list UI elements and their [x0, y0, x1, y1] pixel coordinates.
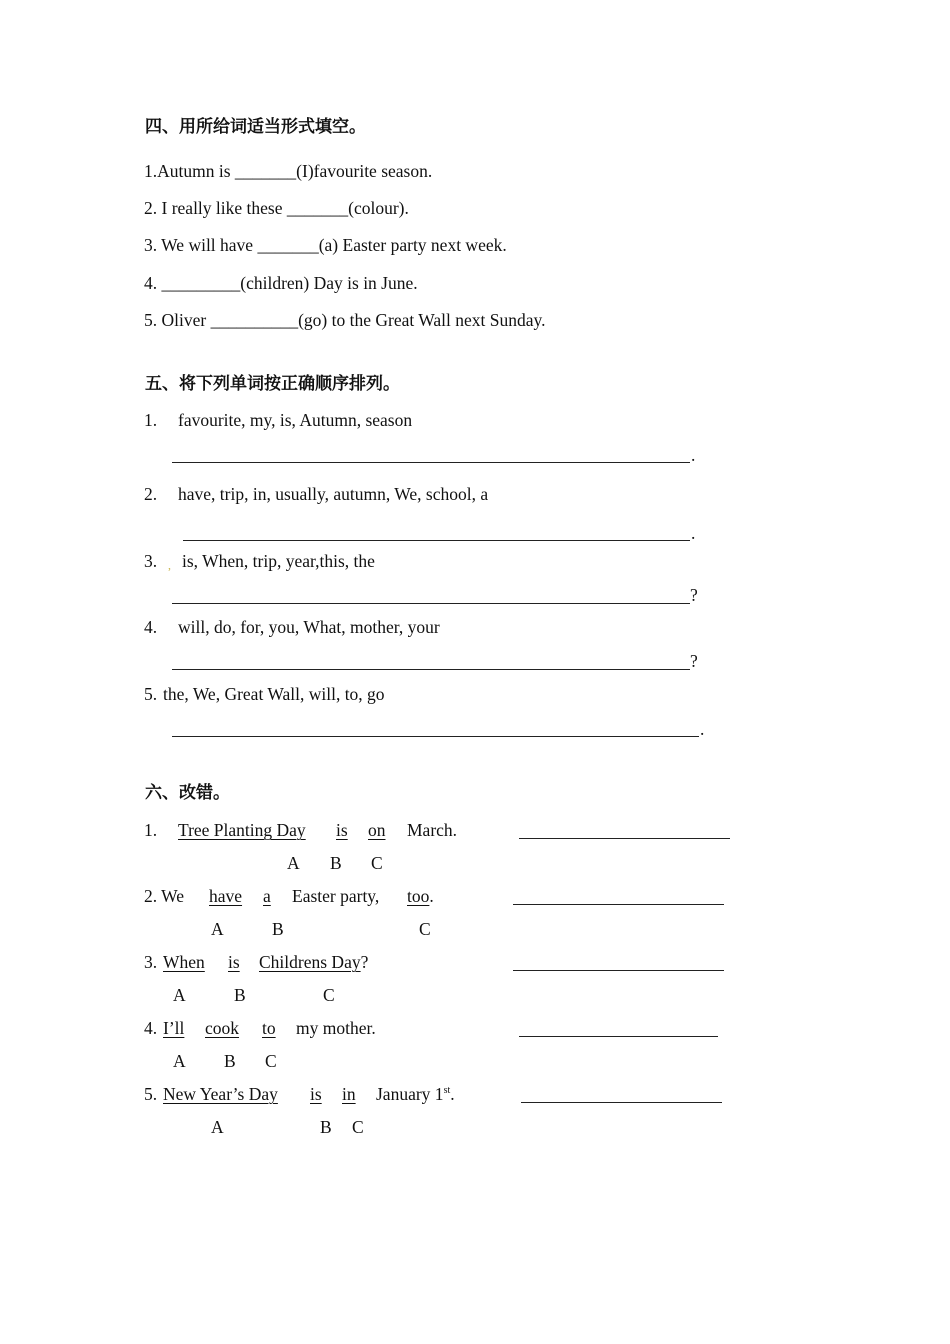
- fill-blank-item-4: [144, 275, 418, 293]
- option-c: too.: [407, 886, 434, 906]
- reorder-item-number: 2.: [144, 484, 158, 504]
- correction-line[interactable]: [519, 1036, 718, 1037]
- option-c: in: [342, 1084, 356, 1104]
- reorder-words: have, trip, in, usually, autumn, We, school, a: [178, 484, 489, 504]
- error-item-number: 5.: [144, 1084, 158, 1104]
- option-b: a: [263, 886, 271, 906]
- item-text: 4.: [144, 273, 162, 293]
- reorder-words: is, When, trip, year,this, the: [182, 551, 375, 571]
- item-text: (colour).: [348, 198, 409, 218]
- item-text: 3. We will have: [144, 235, 258, 255]
- section6-heading: 六、改错。: [145, 783, 230, 803]
- label-c: C: [352, 1117, 364, 1137]
- section5-heading: 五、将下列单词按正确顺序排列。: [145, 374, 400, 394]
- answer-blank[interactable]: _________: [161, 273, 241, 293]
- option-a: Tree Planting Day: [178, 820, 306, 840]
- label-a: A: [287, 853, 300, 873]
- fill-blank-item-1: [144, 163, 432, 181]
- reorder-words: will, do, for, you, What, mother, your: [178, 617, 440, 637]
- option-b: is: [310, 1084, 322, 1104]
- label-c: C: [265, 1051, 277, 1071]
- label-c: C: [419, 919, 431, 939]
- label-b: B: [224, 1051, 236, 1071]
- option-c: on: [368, 820, 386, 840]
- correction-line[interactable]: [513, 970, 724, 971]
- item-text: (children) Day is in June.: [240, 273, 418, 293]
- end-punctuation: .: [691, 523, 696, 543]
- correction-line[interactable]: [513, 904, 724, 905]
- sentence-text: January 1st.: [376, 1084, 455, 1104]
- error-item-number: 2. We: [144, 886, 185, 906]
- end-punctuation: ?: [690, 585, 698, 605]
- answer-blank[interactable]: _______: [286, 198, 349, 218]
- item-text: (I)favourite season.: [296, 161, 433, 181]
- option-b: is: [336, 820, 348, 840]
- option-a: have: [209, 886, 243, 906]
- item-text: 5. Oliver: [144, 310, 211, 330]
- answer-line[interactable]: [172, 603, 690, 604]
- correction-line[interactable]: [519, 838, 730, 839]
- sentence-text: my mother.: [296, 1018, 376, 1038]
- answer-line[interactable]: [172, 736, 699, 737]
- item-text: 2. I really like these: [144, 198, 287, 218]
- option-a: I’ll: [163, 1018, 185, 1038]
- option-b: cook: [205, 1018, 240, 1038]
- option-c: to: [262, 1018, 276, 1038]
- answer-blank[interactable]: __________: [210, 310, 299, 330]
- end-punctuation: .: [691, 445, 696, 465]
- label-c: C: [371, 853, 383, 873]
- sentence-text: March.: [407, 820, 458, 840]
- option-c: Childrens Day?: [259, 952, 369, 972]
- reorder-item-number: 4.: [144, 617, 158, 637]
- answer-line[interactable]: [172, 669, 690, 670]
- answer-line[interactable]: [172, 462, 690, 463]
- reorder-item-number: 1.: [144, 410, 158, 430]
- label-a: A: [173, 1051, 186, 1071]
- label-b: B: [234, 985, 246, 1005]
- fill-blank-item-3: [144, 237, 507, 255]
- label-a: A: [173, 985, 186, 1005]
- reorder-words: the, We, Great Wall, will, to, go: [163, 684, 385, 704]
- fill-blank-item-2: [144, 200, 409, 218]
- label-b: B: [330, 853, 342, 873]
- label-b: B: [320, 1117, 332, 1137]
- reorder-item-number: 5.: [144, 684, 158, 704]
- stray-mark: ,: [168, 558, 171, 572]
- correction-line[interactable]: [521, 1102, 722, 1103]
- sentence-text: Easter party,: [292, 886, 380, 906]
- fill-blank-item-5: [144, 312, 546, 330]
- error-item-number: 4.: [144, 1018, 158, 1038]
- end-punctuation: ?: [690, 651, 698, 671]
- reorder-item-number: 3.: [144, 551, 158, 571]
- reorder-words: favourite, my, is, Autumn, season: [178, 410, 413, 430]
- error-item-number: 3.: [144, 952, 158, 972]
- option-b: is: [228, 952, 240, 972]
- label-c: C: [323, 985, 335, 1005]
- label-a: A: [211, 919, 224, 939]
- answer-line[interactable]: [183, 540, 690, 541]
- item-text: (go) to the Great Wall next Sunday.: [298, 310, 546, 330]
- label-b: B: [272, 919, 284, 939]
- item-text: 1.Autumn is: [144, 161, 235, 181]
- option-a: When: [163, 952, 205, 972]
- item-text: (a) Easter party next week.: [318, 235, 507, 255]
- section4-heading: 四、用所给词适当形式填空。: [145, 117, 366, 137]
- answer-blank[interactable]: _______: [257, 235, 319, 255]
- error-item-number: 1.: [144, 820, 158, 840]
- answer-blank[interactable]: _______: [234, 161, 297, 181]
- end-punctuation: .: [700, 719, 705, 739]
- label-a: A: [211, 1117, 224, 1137]
- option-a: New Year’s Day: [163, 1084, 278, 1104]
